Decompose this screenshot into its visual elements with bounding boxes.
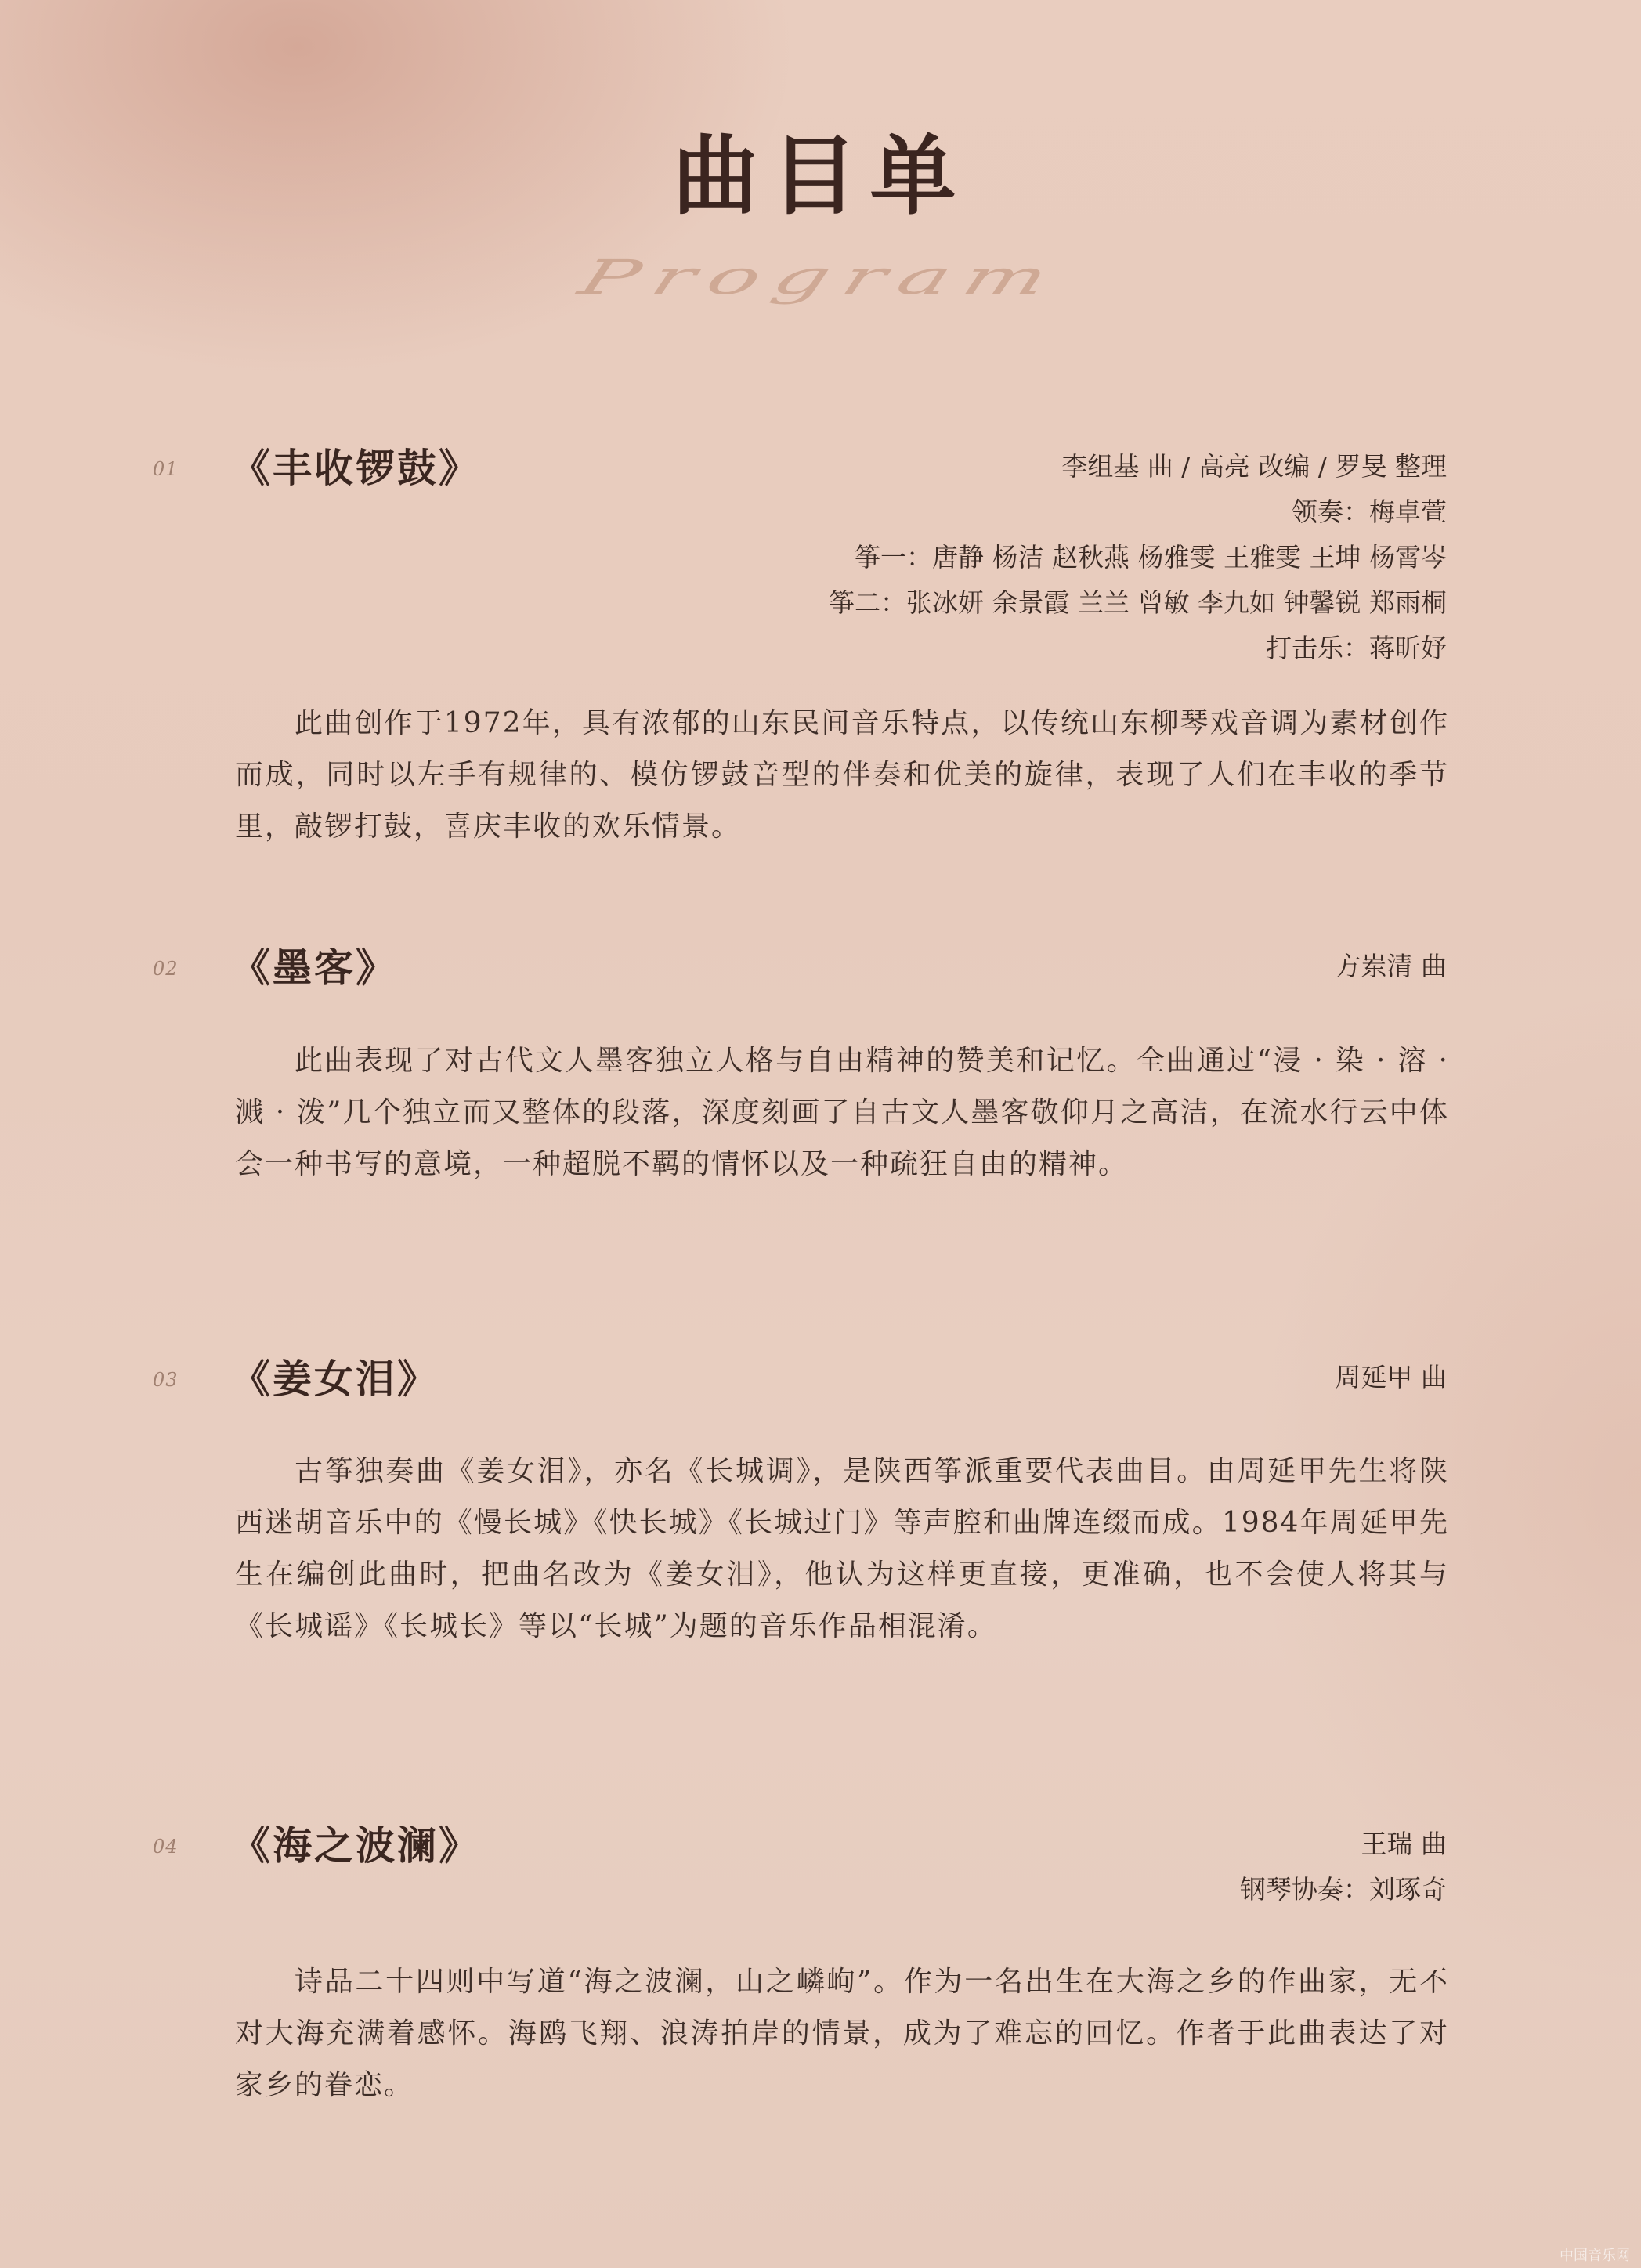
item-credits: [1336, 1355, 1448, 1400]
page-subtitle: [0, 227, 1641, 327]
item-description: 此曲创作于1972年，具有浓郁的山东民间音乐特点，以传统山东柳琴戏音调为素材创作而成，同时以左手有规律的、模仿锣鼓音型的伴奏和优美的旋律，表现了人们在丰收的季节里，敲锣打鼓，喜庆丰收的欢乐情景。: [235, 707, 1449, 843]
item-title: 《丰收锣鼓》: [231, 445, 480, 491]
item-number: 01: [153, 458, 179, 480]
subtitle-script-text: Program: [572, 249, 1069, 305]
item-title: 《海之波澜》: [231, 1822, 480, 1869]
item-title: 《姜女泪》: [231, 1356, 439, 1402]
credit-line: 方岽清 曲: [1335, 951, 1447, 981]
credit-line: 周延甲 曲: [1335, 1362, 1447, 1392]
watermark: 中国音乐网: [1560, 2248, 1630, 2264]
credit-line: 王瑞 曲: [1361, 1829, 1447, 1859]
item-title: 《墨客》: [231, 944, 397, 991]
credit-line: 领奏：梅卓萱: [1292, 497, 1447, 527]
credit-line: 打击乐：蒋昕妤: [1266, 633, 1447, 663]
credit-line: 筝一：唐静 杨洁 赵秋燕 杨雅雯 王雅雯 王坤 杨霄岑: [855, 542, 1447, 572]
credit-line: 李组基 曲 / 高亮 改编 / 罗旻 整理: [1061, 451, 1447, 482]
page-title-block: [0, 125, 1641, 226]
item-number: 04: [153, 1836, 179, 1858]
item-description: 诗品二十四则中写道“海之波澜，山之嶙峋”。作为一名出生在大海之乡的作曲家，无不对大海充满着感怀。海鸥飞翔、浪涛拍岸的情景，成为了难忘的回忆。作者于此曲表达了对家乡的眷恋。: [235, 1966, 1449, 2101]
item-number: 02: [153, 958, 179, 980]
item-description: 此曲表现了对古代文人墨客独立人格与自由精神的赞美和记忆。全曲通过“浸 · 染 · 溶 · 溅 · 泼”几个独立而又整体的段落，深度刻画了自古文人墨客敬仰月之高洁，在流水行云中体会一种书写的意境，一种超脱不羁的情怀以及一种疏狂自由的精神。: [235, 1045, 1449, 1180]
item-credits: [1240, 1822, 1447, 1912]
credit-line: 筝二：张冰妍 余景霞 兰兰 曾敏 李九如 钟馨锐 郑雨桐: [829, 587, 1447, 618]
credit-line: 钢琴协奏：刘琢奇: [1240, 1874, 1447, 1905]
item-description: 古筝独奏曲《姜女泪》，亦名《长城调》，是陕西筝派重要代表曲目。由周延甲先生将陕西迷胡音乐中的《慢长城》《快长城》《长城过门》等声腔和曲牌连缀而成。1984年周延甲先生在编创此曲时，把曲名改为《姜女泪》，他认为这样更直接，更准确，也不会使人将其与《长城谣》《长城长》等以“长城”为题的音乐作品相混淆。: [235, 1455, 1449, 1642]
page-title: 曲目单: [672, 125, 969, 226]
item-credits: [829, 444, 1447, 671]
item-credits: [1336, 944, 1448, 989]
item-number: 03: [153, 1369, 179, 1391]
